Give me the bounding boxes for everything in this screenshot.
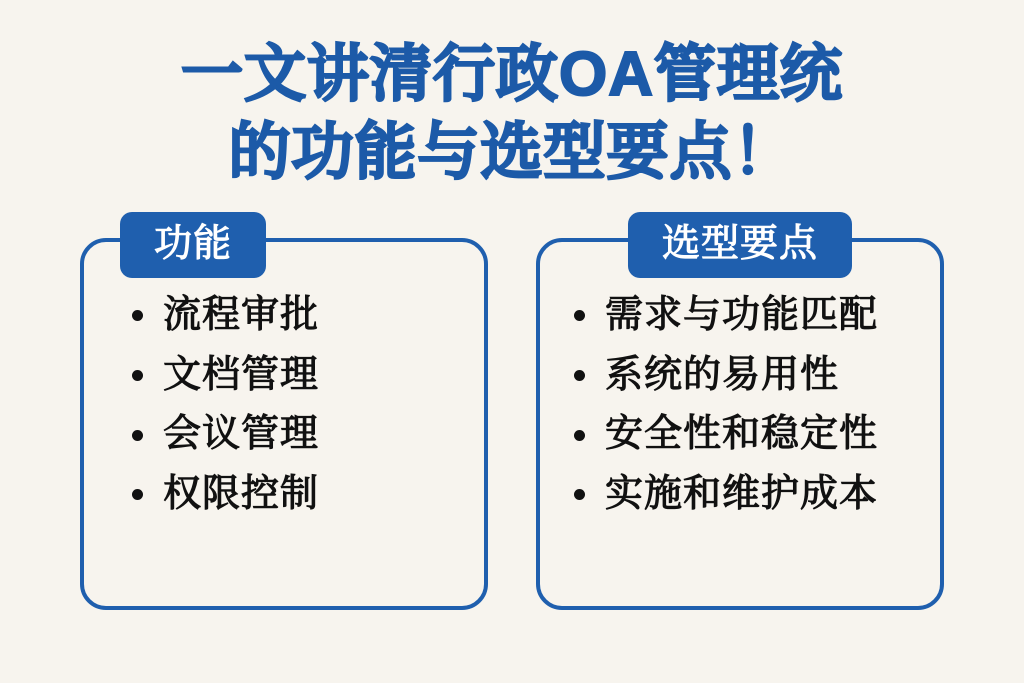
list-item — [132, 413, 466, 457]
card-selection-points-list — [558, 288, 922, 517]
title-line-2: 的功能与选型要点！ — [228, 117, 796, 187]
bullet-dot-icon — [132, 489, 143, 500]
list-item-label: 流程审批 — [163, 294, 320, 336]
list-item — [132, 473, 466, 517]
list-item-label: 系统的易用性 — [605, 353, 840, 396]
bullet-dot-icon — [574, 310, 585, 321]
card-columns — [0, 223, 1024, 610]
list-item-label: 安全性和稳定性 — [605, 413, 879, 456]
card-selection-points — [536, 223, 944, 610]
list-item-label: 实施和维护成本 — [605, 473, 879, 516]
list-item — [574, 413, 922, 457]
list-item — [132, 354, 466, 398]
list-item — [574, 354, 922, 398]
bullet-dot-icon — [132, 370, 143, 381]
bullet-dot-icon — [574, 430, 585, 441]
list-item-label: 会议管理 — [163, 413, 320, 456]
list-item — [132, 294, 466, 338]
card-functions-list — [102, 288, 466, 517]
list-item — [574, 294, 922, 338]
card-selection-points-header: 选型要点 — [628, 212, 852, 278]
list-item-label: 文档管理 — [163, 353, 320, 396]
card-functions — [80, 223, 488, 610]
bullet-dot-icon — [132, 310, 143, 321]
page-title — [0, 0, 1024, 191]
bullet-dot-icon — [132, 430, 143, 441]
bullet-dot-icon — [574, 370, 585, 381]
bullet-dot-icon — [574, 489, 585, 500]
list-item-label: 需求与功能匹配 — [605, 294, 879, 336]
card-functions-header: 功能 — [120, 212, 266, 278]
list-item — [574, 473, 922, 517]
title-line-1: 一文讲清行政OA管理统 — [180, 40, 843, 109]
list-item-label: 权限控制 — [163, 473, 320, 516]
